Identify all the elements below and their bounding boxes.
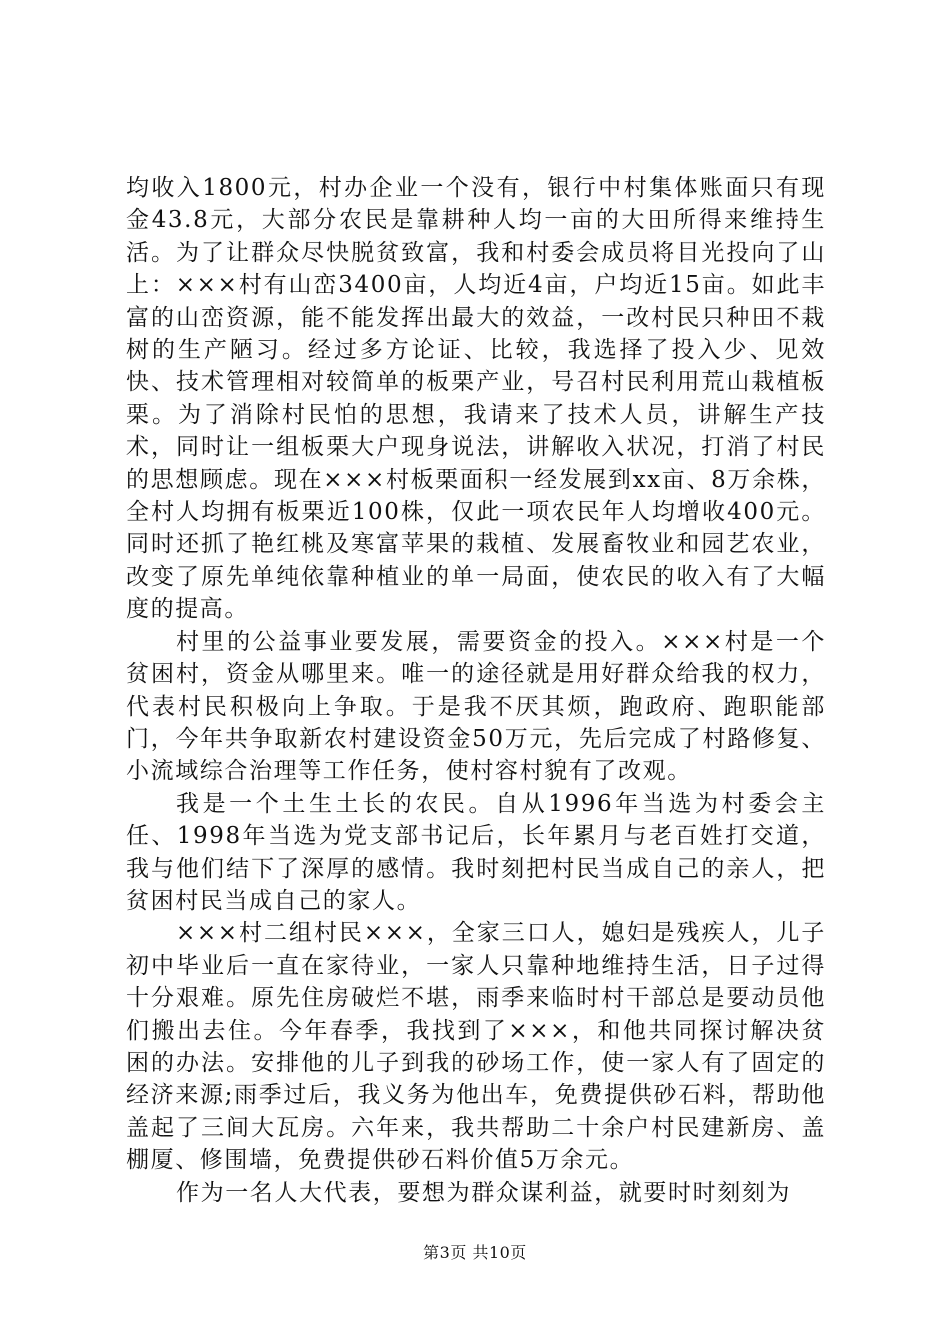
document-body	[126, 172, 826, 1209]
paragraph-5: 作为一名人大代表，要想为群众谋利益，就要时时刻刻为	[176, 1179, 791, 1206]
paragraph-2: 村里的公益事业要发展，需要资金的投入。×××村是一个贫困村，资金从哪里来。唯一的途径就是用好群众给我的权力，代表村民积极向上争取。于是我不厌其烦，跑政府、跑职能部门，今年共争取新农村建设资金50万元，先后完成了村路修复、小流域综合治理等工作任务，使村容村貌有了改观。	[126, 628, 826, 785]
paragraph-4: ×××村二组村民×××，全家三口人，媳妇是残疾人，儿子初中毕业后一直在家待业，一家人只靠种地维持生活，日子过得十分艰难。原先住房破烂不堪，雨季来临时村干部总是要动员他们搬出去住。今年春季，我找到了×××，和他共同探讨解决贫困的办法。安排他的儿子到我的砂场工作，使一家人有了固定的经济来源;雨季过后，我义务为他出车，免费提供砂石料，帮助他盖起了三间大瓦房。六年来，我共帮助二十余户村民建新房、盖棚厦、修围墙，免费提供砂石料价值5万余元。	[126, 920, 826, 1174]
paragraph-1: 均收入1800元，村办企业一个没有，银行中村集体账面只有现金43.8元，大部分农民是靠耕种人均一亩的大田所得来维持生活。为了让群众尽快脱贫致富，我和村委会成员将目光投向了山上：×××村有山峦3400亩，人均近4亩，户均近15亩。如此丰富的山峦资源，能不能发挥出最大的效益，一改村民只种田不栽树的生产陋习。经过多方论证、比较，我选择了投入少、见效快、技术管理相对较简单的板栗产业，号召村民利用荒山栽植板栗。为了消除村民怕的思想，我请来了技术人员，讲解生产技术，同时让一组板栗大户现身说法，讲解收入状况，打消了村民的思想顾虑。现在×××村板栗面积一经发展到xx亩、8万余株，全村人均拥有板栗近100株，仅此一项农民年人均增收400元。同时还抓了艳红桃及寒富苹果的栽植、发展畜牧业和园艺农业，改变了原先单纯依靠种植业的单一局面，使农民的收入有了大幅度的提高。	[126, 175, 826, 623]
page-footer: 第3页 共10页	[423, 1243, 527, 1262]
paragraph-3: 我是一个土生土长的农民。自从1996年当选为村委会主任、1998年当选为党支部书记后，长年累月与老百姓打交道，我与他们结下了深厚的感情。我时刻把村民当成自己的亲人，把贫困村民当成自己的家人。	[126, 790, 826, 914]
